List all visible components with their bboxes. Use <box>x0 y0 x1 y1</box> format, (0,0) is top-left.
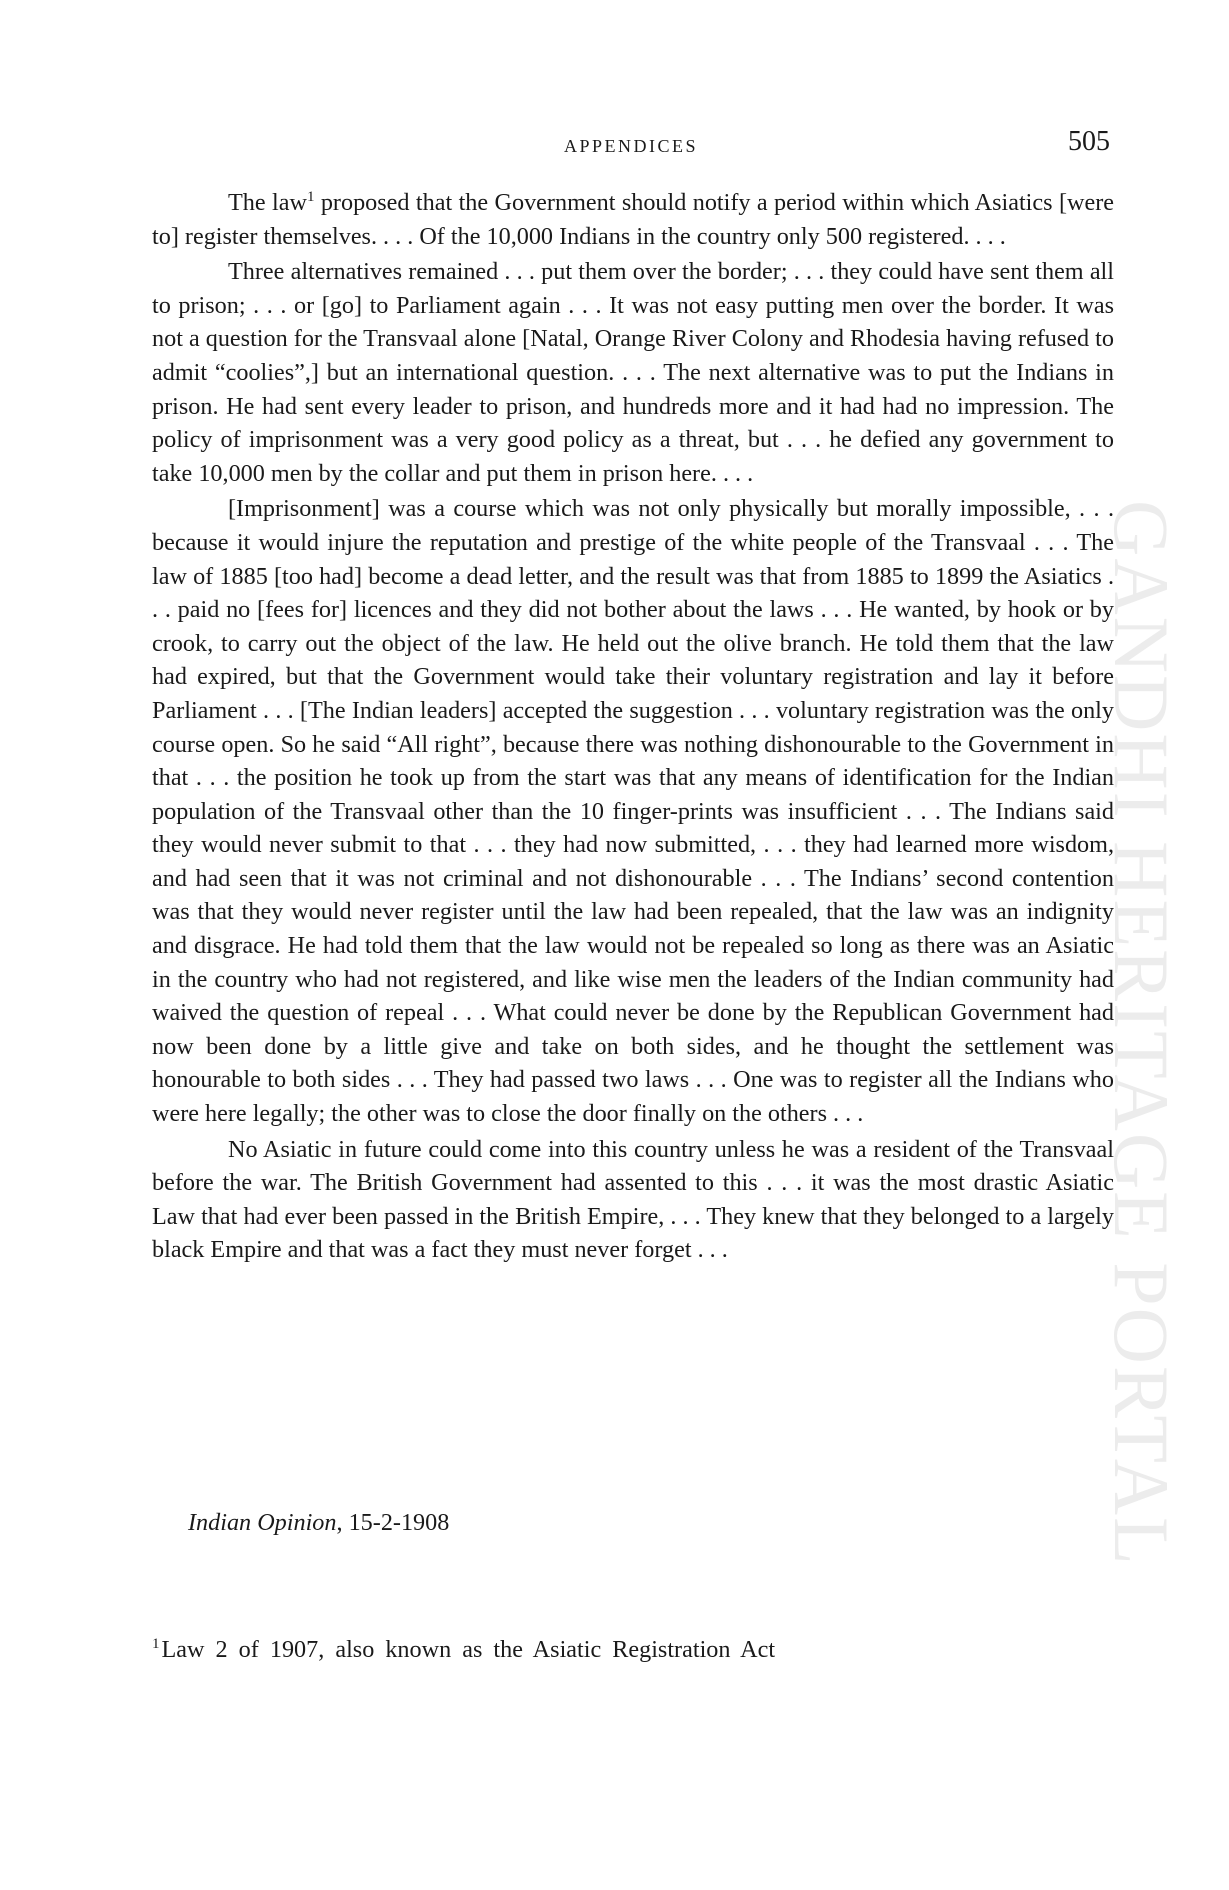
paragraph-2: Three alternatives remained . . . put them over the border; . . . they could have sent them all to prison; . . . or [go] to Parliament again . . . It was not easy putting men over the border. It was not a question for the Transvaal alone [Natal, Orange River Colony and Rhodesia having refused to admit “coolies”,] but an international question. . . . The next alternative was to put the Indians in prison. He had sent every leader to prison, and hundreds more and it had had no impression. The policy of imprisonment was a very good policy as a threat, but . . . he defied any government to take 10,000 men by the collar and put them in prison here. . . . <box>152 258 1114 487</box>
page-header <box>152 126 1110 166</box>
footnote <box>152 1636 1052 1664</box>
source-date: , 15-2-1908 <box>336 1509 450 1536</box>
paragraph-1-start: The law <box>228 189 307 216</box>
watermark: GANDHI HERITAGE PORTAL <box>1098 500 1185 1567</box>
paragraph-1 <box>152 186 1114 253</box>
paragraph-1-rest: proposed that the Government should notify a period within which Asiatics [were to] register themselves. . . . Of the 10,000 Indians in the country only 500 registered. . . . <box>152 189 1114 250</box>
running-head: APPENDICES <box>563 136 699 156</box>
page-number: 505 <box>1068 126 1110 157</box>
paragraph-3: [Imprisonment] was a course which was not only physically but morally impossible, . . . because it would injure the reputation and prestige of the white people of the Transvaal . . . The law of 1885 [too had] become a dead letter, and the result was that from 1885 to 1899 the Asiatics . . . paid no [fees for] licences and they did not bother about the laws . . . He wanted, by hook or by crook, to carry out the object of the law. He held out the olive branch. He told them that the law had expired, but that the Government would take their voluntary registration and lay it before Parliament . . . [The Indian leaders] accepted the suggestion . . . voluntary registration was the only course open. So he said “All right”, because there was nothing dishonourable to the Government in that . . . the position he took up from the start was that any means of identification for the Indian population of the Transvaal other than the 10 finger-prints was insufficient . . . The Indians said they would never submit to that . . . they had now submitted, . . . they had learned more wisdom, and had seen that it was not criminal and not dishonourable . . . The Indians’ second contention was that they would never register until the law had been repealed, that the law was an indignity and disgrace. He had told them that the law would not be repealed so long as there was an Asiatic in the country who had not registered, and like wise men the leaders of the Indian community had waived the question of repeal . . . What could never be done by the Republican Government had now been done by a little give and take on both sides, and he thought the settlement was honourable to both sides . . . They had passed two laws . . . One was to register all the Indians who were here legally; the other was to close the door finally on the others . . . <box>152 495 1114 1128</box>
source-publication: Indian Opinion <box>188 1509 337 1536</box>
footnote-mark: 1 <box>152 1636 160 1652</box>
footnote-text: Law 2 of 1907, also known as the Asiatic Registration Act <box>161 1636 776 1663</box>
paragraph-4: No Asiatic in future could come into this country unless he was a resident of the Transvaal before the war. The British Government had assented to this . . . it was the most drastic Asiatic Law that had ever been passed in the British Empire, . . . They knew that they belonged to a largely black Empire and that was a fact they must never forget . . . <box>152 1135 1114 1264</box>
source-citation <box>188 1509 449 1537</box>
body-text <box>152 186 1114 1267</box>
footnote-reference: 1 <box>306 189 315 205</box>
